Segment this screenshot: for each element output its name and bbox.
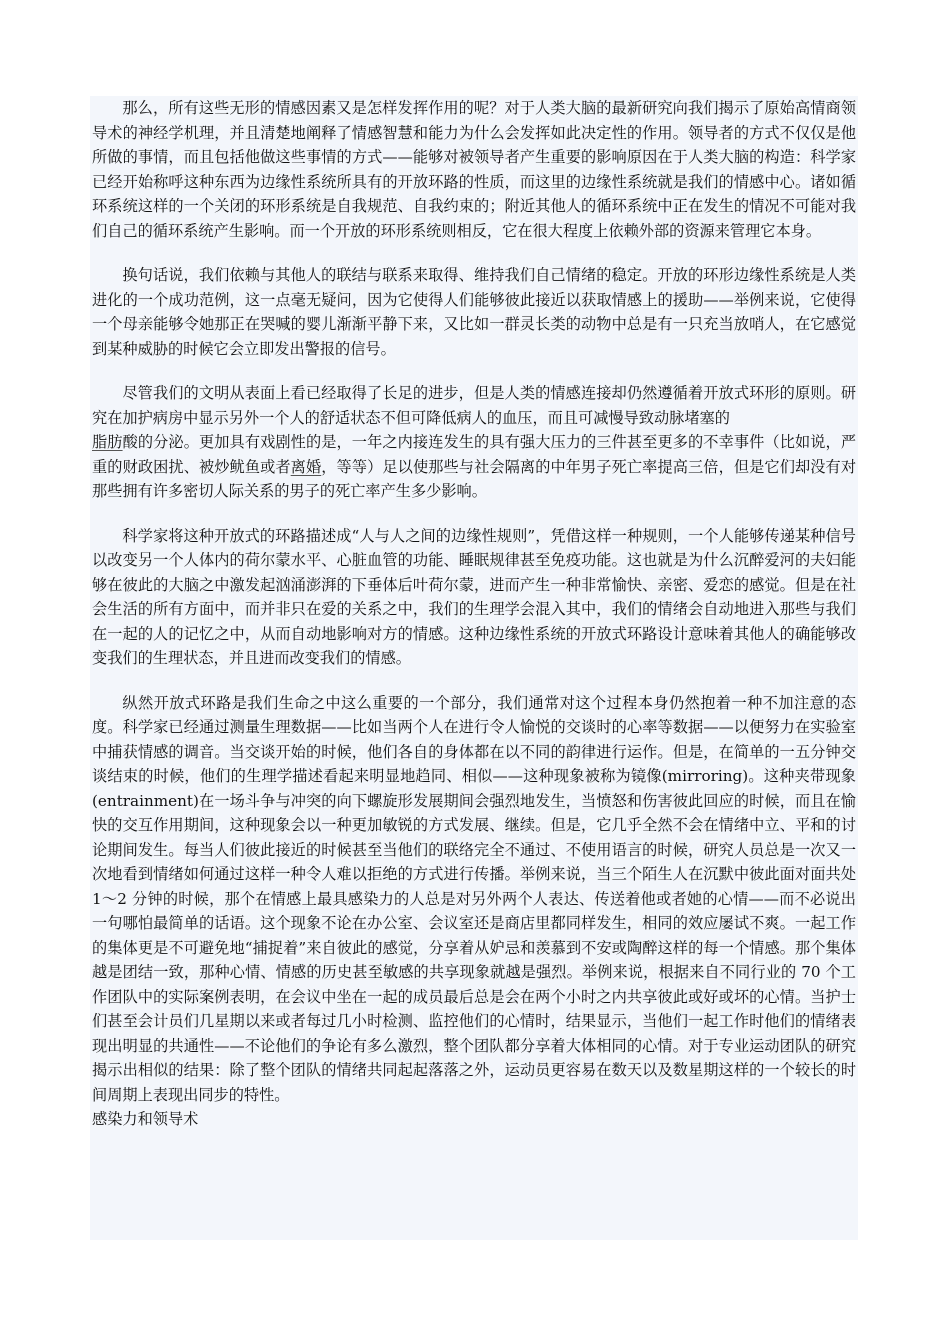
section-heading: 感染力和领导术 (92, 1110, 199, 1128)
divorce-link[interactable]: 离婚 (290, 457, 322, 476)
paragraph-1: 那么，所有这些无形的情感因素又是怎样发挥作用的呢？对于人类大脑的最新研究向我们揭示了原始高情商领导术的神经学机理，并且清楚地阐释了情感智慧和能力为什么会发挥如此决定性的作用。领导者的方式不仅仅是他所做的事情，而且包括他做这些事情的方式——能够对被领导者产生重要的影响原因在于人类大脑的构造：科学家已经开始称呼这种东西为边缘性系统所具有的开放环路的性质，而这里的边缘性系统就是我们的情感中心。诸如循环系统这样的一个关闭的环形系统是自我规范、自我约束的；附近其他人的循环系统中正在发生的情况不可能对我们自己的循环系统产生影响。而一个开放的环形系统则相反，它在很大程度上依赖外部的资源来管理它本身。 (92, 99, 856, 240)
paragraph-5: 纵然开放式环路是我们生命之中这么重要的一个部分，我们通常对这个过程本身仍然抱着一种不加注意的态度。科学家已经通过测量生理数据——比如当两个人在进行令人愉悦的交谈时的心率等数据——以便努力在实验室中捕获情感的调音。当交谈开始的时候，他们各自的身体都在以不同的韵律进行运作。但是，在简单的一五分钟交谈结束的时候，他们的生理学描述看起来明显地趋同、相似——这种现象被称为镜像(mirroring)。这种夹带现象(entrainment)在一场斗争与冲突的向下螺旋形发展期间会强烈地发生，当愤怒和伤害彼此回应的时候，而且在愉快的交互作用期间，这种现象会以一种更加敏锐的方式发展、继续。但是，它几乎全然不会在情绪中立、平和的讨论期间发生。每当人们彼此接近的时候甚至当他们的联络完全不通过、不使用语言的时候，研究人员总是一次又一次地看到情绪如何通过这样一种令人难以拒绝的方式进行传播。举例来说，当三个陌生人在沉默中彼此面对面共处 1～2 分钟的时候，那个在情感上最具感染力的人总是对另外两个人表达、传送着他或者她的心情——而不必说出一句哪怕最简单的话语。这个现象不论在办公室、会议室还是商店里都同样发生，相同的效应屡试不爽。一起工作的集体更是不可避免地“捕捉着”来自彼此的感觉，分享着从妒忌和羡慕到不安或陶醉这样的每一个情感。那个集体越是团结一致，那种心情、情感的历史甚至敏感的共享现象就越是强烈。举例来说，根据来自不同行业的 70 个工作团队中的实际案例表明，在会议中坐在一起的成员最后总是会在两个小时之内共享彼此或好或坏的心情。当护士们甚至会计员们几星期以来或者每过几小时检测、监控他们的心情时，结果显示，当他们一起工作时他们的情绪表现出明显的共通性——不论他们的争论有多么激烈，整个团队都分享着大体相同的心情。对于专业运动团队的研究揭示出相似的结果：除了整个团队的情绪共同起起落落之外，运动员更容易在数天以及数星期这样的一个较长的时间周期上表现出同步的特性。 (92, 693, 856, 1104)
paragraph-3-text-2: ，等等）足以使那些与社会隔离的中年男子死亡率提高三倍，但是它们却没有对那些拥有许多密切人际关系的男子的死亡率产生多少影响。 (92, 457, 857, 500)
fat-link[interactable]: 脂肪 (92, 433, 123, 451)
paragraph-2: 换句话说，我们依赖与其他人的联结与联系来取得、维持我们自己情绪的稳定。开放的环形边缘性系统是人类进化的一个成功范例，这一点毫无疑问，因为它使得人们能够彼此接近以获取情感上的援助——举例来说，它使得一个母亲能够令她那正在哭喊的婴儿渐渐平静下来，又比如一群灵长类的动物中总是有一只充当放哨人，在它感觉到某种威胁的时候它会立即发出警报的信号。 (92, 266, 856, 358)
paragraph-3-part-b (92, 430, 856, 504)
paragraph-3-part-a: 尽管我们的文明从表面上看已经取得了长足的进步，但是人类的情感连接却仍然遵循着开放式环形的原则。研究在加护病房中显示另外一个人的舒适状态不但可降低病人的血压，而且可减慢导致动脉堵塞的 (92, 384, 856, 427)
paragraph-3-text-1: 酸的分泌。更加具有戏剧性的是，一年之内接连发生的具有强大压力的三件甚至更多的不幸事件（比如说，严重的财政困扰、被炒鱿鱼或者 (92, 433, 857, 476)
document-text-block (90, 96, 858, 1240)
paragraph-4: 科学家将这种开放式的环路描述成“人与人之间的边缘性规则”，凭借这样一种规则，一个人能够传递某种信号以改变另一个人体内的荷尔蒙水平、心脏血管的功能、睡眠规律甚至免疫功能。这也就是为什么沉醉爱河的夫妇能够在彼此的大脑之中激发起汹涌澎湃的下垂体后叶荷尔蒙，进而产生一种非常愉快、亲密、爱恋的感觉。但是在社会生活的所有方面中，而并非只在爱的关系之中，我们的生理学会混入其中，我们的情绪会自动地进入那些与我们在一起的人的记忆之中，从而自动地影响对方的情感。这种边缘性系统的开放式环路设计意味着其他人的确能够改变我们的生理状态，并且进而改变我们的情感。 (92, 526, 856, 667)
